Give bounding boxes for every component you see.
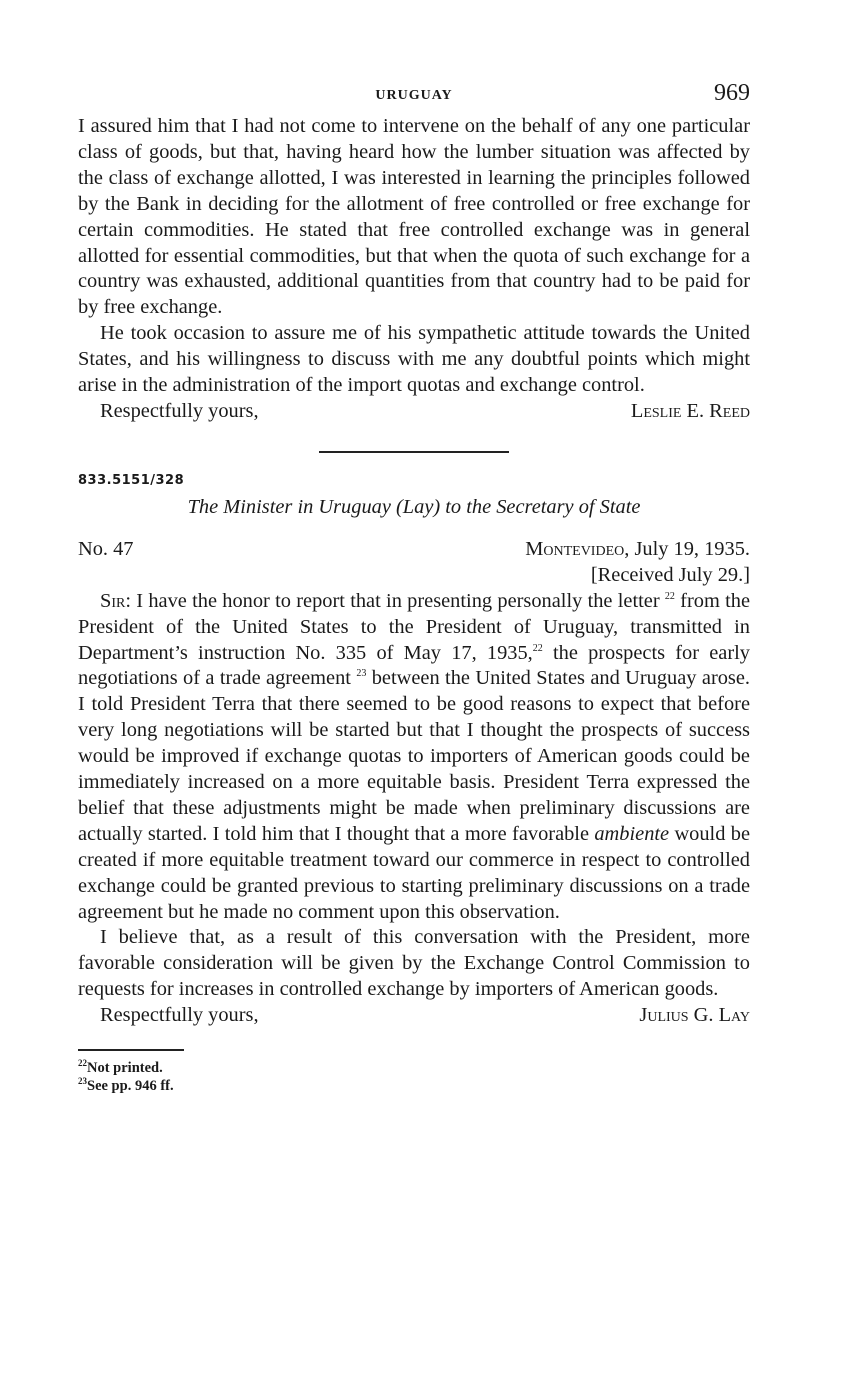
footnote-text: Not printed. (87, 1060, 163, 1077)
section-divider (319, 451, 509, 453)
text-run: : I have the honor to report that in presenting personally the letter (125, 589, 665, 612)
footnote-mark: 23 (78, 1076, 87, 1087)
closing: Respectfully yours, (100, 399, 259, 422)
text-run: would be created if more equitable treatment toward our commerce in respect to controlled exchange could be granted previous to starting preliminary discussions on a trade agreement but he made no comment upon this observation. (78, 822, 750, 923)
footnote-mark: 22 (78, 1058, 87, 1069)
paragraph (78, 589, 750, 926)
document-page (78, 80, 750, 1095)
place: Montevideo, (525, 537, 630, 560)
paragraph: I assured him that I had not come to intervene on the behalf of any one particular class of goods, but that, having heard how the lumber situation was affected by the class of exchange allotted, I was interested in learning the principles followed by the Bank in deciding for the allotment of free controlled or free exchange for certain commodities. He stated that free controlled exchange was in general allotted for essential commodities, but that when the quota of such exchange for a country was exhausted, additional quantities from that country had to be paid for by free exchange. (78, 115, 750, 319)
paragraph: He took occasion to assure me of his sympathetic attitude towards the United States, and his willingness to discuss with me any doubtful points which might arise in the administration of the import quotas and exchange control. (78, 322, 750, 397)
paragraph: I believe that, as a result of this conversation with the President, more favorable consideration will be given by the Exchange Control Commission to requests for increases in controlled exchange by importers of American goods. (78, 926, 750, 1001)
italic-term: ambiente (594, 822, 670, 845)
document-title: The Minister in Uruguay (Lay) to the Secretary of State (187, 495, 641, 518)
despatch-number: No. 47 (78, 537, 134, 560)
received-date: [Received July 29.] (590, 563, 750, 586)
page-number: 969 (714, 80, 750, 106)
footnote-ref: 22 (664, 590, 675, 602)
text-run: from the President of the United States to the President of Uruguay, transmitted in Department’s instruction No. 335 of May 17, 1935, (78, 589, 750, 664)
text-run: the prospects for early negotiations of a trade agreement (78, 641, 750, 690)
letter-lay (78, 537, 750, 1029)
closing-row (78, 399, 750, 425)
letter-reed (78, 114, 750, 425)
text-run: between the United States and Uruguay arose. I told President Terra that there seemed to be good reasons to expect that before very long negotiations will be started but that I thought the prospects of success would be improved if exchange quotas to importers of American goods could be immediately increased on a more equitable basis. President Terra expressed the belief that these adjustments might be made when preliminary discussions are actually started. I told him that I thought that a more favorable (78, 667, 751, 845)
footnote-ref: 22 (532, 642, 543, 654)
signature: Julius G. Lay (639, 1004, 750, 1027)
signature: Leslie E. Reed (630, 399, 750, 422)
page-header (78, 80, 750, 114)
footnote-ref: 23 (356, 668, 367, 680)
running-head: URUGUAY (375, 88, 453, 103)
footnote (78, 1077, 750, 1095)
dateline-row (78, 537, 750, 563)
footnote-text: See pp. 946 ff. (87, 1078, 174, 1095)
date: July 19, 1935. (629, 537, 750, 560)
closing-row (78, 1003, 750, 1029)
closing: Respectfully yours, (100, 1004, 259, 1027)
dateline (525, 537, 750, 563)
footnote (78, 1059, 750, 1077)
salutation: Sir (100, 589, 126, 612)
footnote-divider (78, 1049, 184, 1051)
file-number: 833.5151/328 (78, 472, 185, 488)
